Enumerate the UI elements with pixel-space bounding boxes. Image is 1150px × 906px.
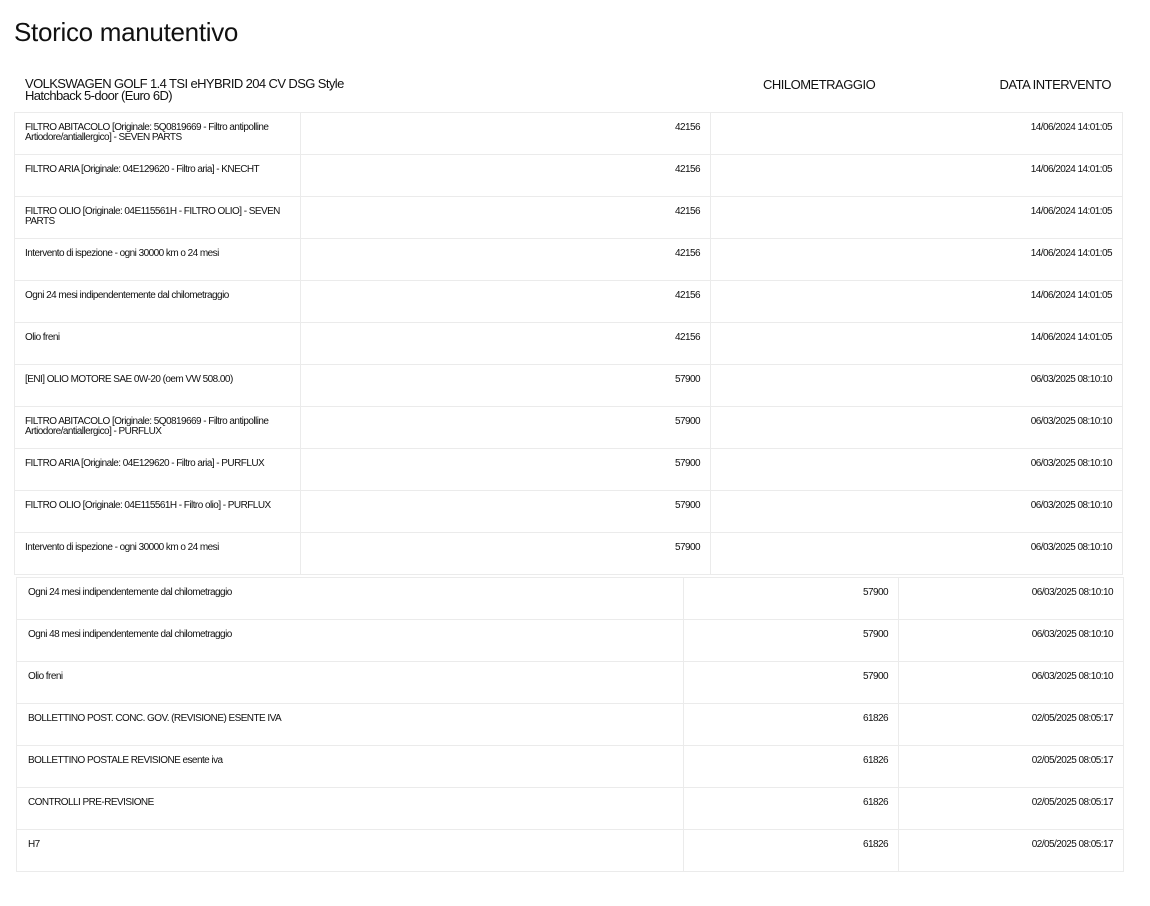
row-date: 06/03/2025 08:10:10 — [711, 533, 1123, 575]
row-date: 06/03/2025 08:10:10 — [711, 491, 1123, 533]
row-date: 14/06/2024 14:01:05 — [711, 239, 1123, 281]
table-row — [17, 620, 1124, 662]
row-date: 14/06/2024 14:01:05 — [711, 323, 1123, 365]
maintenance-table-2 — [16, 577, 1124, 872]
row-description: H7 — [17, 830, 684, 872]
row-description: FILTRO ARIA [Originale: 04E129620 - Filtro aria] - PURFLUX — [15, 449, 301, 491]
row-date: 06/03/2025 08:10:10 — [899, 620, 1124, 662]
row-date: 14/06/2024 14:01:05 — [711, 281, 1123, 323]
row-mileage: 61826 — [684, 704, 899, 746]
row-mileage: 57900 — [684, 662, 899, 704]
row-mileage: 42156 — [301, 323, 711, 365]
row-date: 02/05/2025 08:05:17 — [899, 788, 1124, 830]
row-date: 02/05/2025 08:05:17 — [899, 830, 1124, 872]
table-row — [17, 662, 1124, 704]
row-mileage: 61826 — [684, 746, 899, 788]
row-mileage: 61826 — [684, 830, 899, 872]
table-row — [17, 746, 1124, 788]
row-mileage: 57900 — [684, 620, 899, 662]
column-header-mileage: CHILOMETRAGGIO — [763, 77, 876, 92]
row-mileage: 57900 — [684, 578, 899, 620]
row-mileage: 42156 — [301, 281, 711, 323]
row-description: CONTROLLI PRE-REVISIONE — [17, 788, 684, 830]
row-mileage: 42156 — [301, 113, 711, 155]
table-row — [15, 407, 1123, 449]
table-row — [15, 239, 1123, 281]
row-description: FILTRO ABITACOLO [Originale: 5Q0819669 - Filtro antipolline Artiodore/antiallergico] - SEVEN PARTS — [15, 113, 301, 155]
table-row — [15, 533, 1123, 575]
row-date: 14/06/2024 14:01:05 — [711, 155, 1123, 197]
row-description: [ENI] OLIO MOTORE SAE 0W-20 (oem VW 508.00) — [15, 365, 301, 407]
row-mileage: 57900 — [301, 491, 711, 533]
row-description: Olio freni — [15, 323, 301, 365]
row-date: 06/03/2025 08:10:10 — [711, 449, 1123, 491]
row-description: Intervento di ispezione - ogni 30000 km o 24 mesi — [15, 239, 301, 281]
column-header-date: DATA INTERVENTO — [999, 77, 1111, 92]
row-description: Ogni 24 mesi indipendentemente dal chilometraggio — [17, 578, 684, 620]
row-description: FILTRO OLIO [Originale: 04E115561H - Filtro olio] - PURFLUX — [15, 491, 301, 533]
table-row — [17, 704, 1124, 746]
table-row — [15, 491, 1123, 533]
row-date: 14/06/2024 14:01:05 — [711, 113, 1123, 155]
row-mileage: 61826 — [684, 788, 899, 830]
table-row — [17, 578, 1124, 620]
table-row — [15, 197, 1123, 239]
row-description: BOLLETTINO POST. CONC. GOV. (REVISIONE) ESENTE IVA — [17, 704, 684, 746]
row-date: 14/06/2024 14:01:05 — [711, 197, 1123, 239]
table-row — [15, 281, 1123, 323]
row-description: Intervento di ispezione - ogni 30000 km o 24 mesi — [15, 533, 301, 575]
table-row — [17, 830, 1124, 872]
row-mileage: 42156 — [301, 197, 711, 239]
table-header — [25, 78, 1111, 108]
row-mileage: 57900 — [301, 533, 711, 575]
row-description: FILTRO ARIA [Originale: 04E129620 - Filtro aria] - KNECHT — [15, 155, 301, 197]
row-date: 06/03/2025 08:10:10 — [899, 662, 1124, 704]
row-mileage: 57900 — [301, 365, 711, 407]
row-description: FILTRO ABITACOLO [Originale: 5Q0819669 - Filtro antipolline Artiodore/antiallergico] - PURFLUX — [15, 407, 301, 449]
maintenance-table-1 — [14, 112, 1123, 575]
table-row — [15, 449, 1123, 491]
row-date: 02/05/2025 08:05:17 — [899, 746, 1124, 788]
row-description: Ogni 48 mesi indipendentemente dal chilometraggio — [17, 620, 684, 662]
table-row — [15, 113, 1123, 155]
row-date: 02/05/2025 08:05:17 — [899, 704, 1124, 746]
row-mileage: 42156 — [301, 155, 711, 197]
row-description: FILTRO OLIO [Originale: 04E115561H - FILTRO OLIO] - SEVEN PARTS — [15, 197, 301, 239]
row-mileage: 42156 — [301, 239, 711, 281]
table-row — [15, 323, 1123, 365]
row-date: 06/03/2025 08:10:10 — [711, 365, 1123, 407]
vehicle-name: VOLKSWAGEN GOLF 1.4 TSI eHYBRID 204 CV DSG Style Hatchback 5-door (Euro 6D) — [25, 76, 344, 103]
row-mileage: 57900 — [301, 449, 711, 491]
row-description: Ogni 24 mesi indipendentemente dal chilometraggio — [15, 281, 301, 323]
table-row — [15, 365, 1123, 407]
row-description: Olio freni — [17, 662, 684, 704]
page-title: Storico manutentivo — [14, 17, 239, 47]
row-date: 06/03/2025 08:10:10 — [899, 578, 1124, 620]
row-date: 06/03/2025 08:10:10 — [711, 407, 1123, 449]
table-row — [15, 155, 1123, 197]
row-mileage: 57900 — [301, 407, 711, 449]
table-row — [17, 788, 1124, 830]
row-description: BOLLETTINO POSTALE REVISIONE esente iva — [17, 746, 684, 788]
